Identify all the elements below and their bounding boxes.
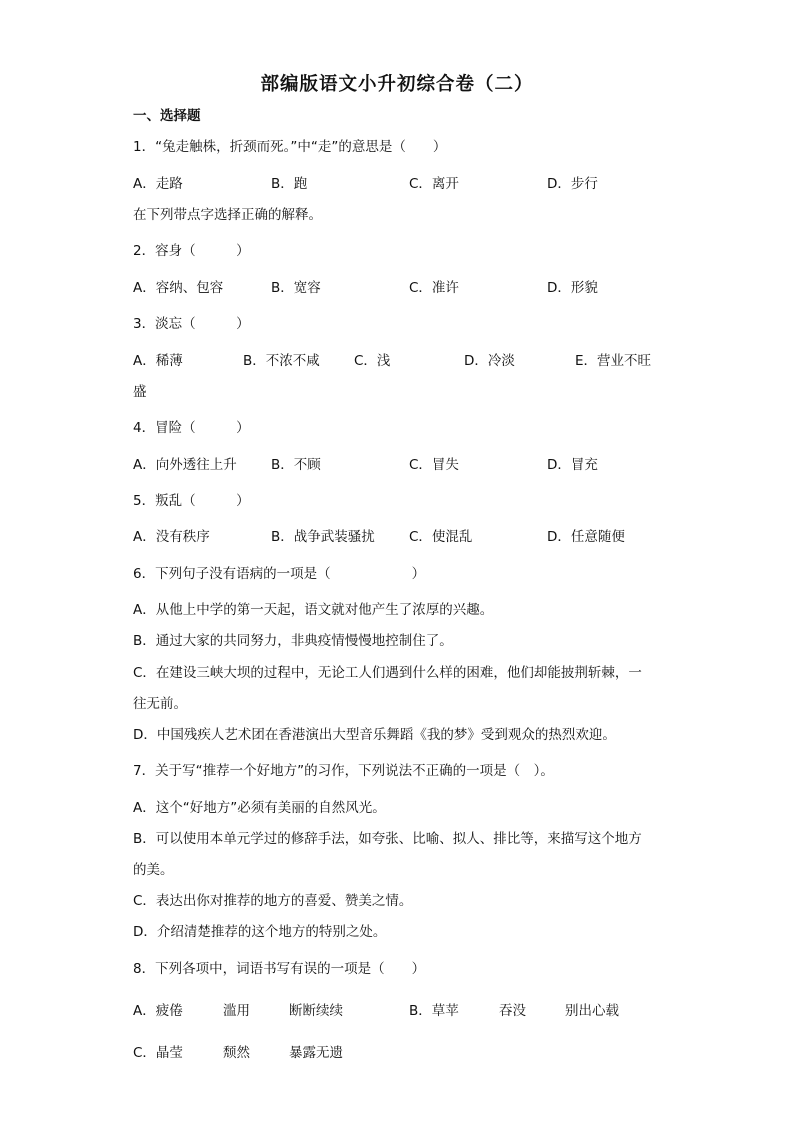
question-3-stem: 3．淡忘（ ）: [133, 316, 250, 332]
option-c[interactable]: C．离开: [409, 176, 459, 192]
question-8-row-ab: [133, 999, 693, 1019]
option-b[interactable]: B．战争武装骚扰: [271, 529, 375, 545]
option-a[interactable]: A．容纳、包容: [133, 280, 224, 296]
option-c-word-3: 暴露无遗: [289, 1045, 343, 1061]
option-b[interactable]: B．不顾: [271, 457, 321, 473]
option-a[interactable]: A．稀薄: [133, 353, 183, 369]
question-3-options: [133, 349, 693, 369]
question-3-option-e-wrap: 盛: [133, 384, 147, 400]
option-b-word-3: 别出心载: [565, 1003, 619, 1019]
question-5-options: [133, 525, 693, 545]
option-a-word-2: 滥用: [223, 1003, 250, 1019]
question-6-stem: 6．下列句子没有语病的一项是（ ）: [133, 566, 426, 582]
option-c[interactable]: C．使混乱: [409, 529, 473, 545]
question-4-stem: 4．冒险（ ）: [133, 420, 250, 436]
option-a[interactable]: A．向外透往上升: [133, 457, 237, 473]
option-d[interactable]: D．冷淡: [464, 353, 515, 369]
option-a-word-3: 断断续续: [289, 1003, 343, 1019]
question-8-stem: 8．下列各项中，词语书写有误的一项是（ ）: [133, 961, 426, 977]
question-1-stem: 1．“兔走触株，折颈而死。”中“走”的意思是（ ）: [133, 139, 447, 155]
question-5-stem: 5．叛乱（ ）: [133, 493, 250, 509]
question-7-option-a[interactable]: A．这个“好地方”必须有美丽的自然风光。: [133, 800, 386, 816]
option-d[interactable]: D．形貌: [547, 280, 598, 296]
page-title: 部编版语文小升初综合卷（二）: [260, 74, 534, 95]
option-e[interactable]: E．营业不旺: [575, 353, 652, 369]
option-b[interactable]: B．跑: [271, 176, 308, 192]
question-2-stem: 2．容身（ ）: [133, 243, 250, 259]
option-b[interactable]: B．草苹: [409, 1003, 459, 1019]
option-b[interactable]: B．不浓不咸: [243, 353, 320, 369]
question-2-options: [133, 276, 693, 296]
question-6-option-d[interactable]: D．中国残疾人艺术团在香港演出大型音乐舞蹈《我的梦》受到观众的热烈欢迎。: [133, 727, 616, 743]
option-a[interactable]: A．疲倦: [133, 1003, 183, 1019]
question-6-option-c[interactable]: C．在建设三峡大坝的过程中，无论工人们遇到什么样的困难，他们却能披荆斩棘，一: [133, 665, 642, 681]
option-a[interactable]: A．没有秩序: [133, 529, 210, 545]
question-1-options: [133, 172, 693, 192]
option-c[interactable]: C．准许: [409, 280, 459, 296]
option-b-word-2: 吞没: [499, 1003, 526, 1019]
option-c[interactable]: C．晶莹: [133, 1045, 183, 1061]
question-8-row-c: [133, 1041, 693, 1061]
section-heading: 一、选择题: [133, 108, 201, 124]
question-6-option-a[interactable]: A．从他上中学的第一天起，语文就对他产生了浓厚的兴趣。: [133, 602, 494, 618]
option-c[interactable]: C．浅: [354, 353, 391, 369]
question-4-options: [133, 453, 693, 473]
question-7-option-d[interactable]: D．介绍清楚推荐的这个地方的特别之处。: [133, 924, 387, 940]
instruction-text: 在下列带点字选择正确的解释。: [133, 207, 322, 223]
option-c-word-2: 颓然: [223, 1045, 250, 1061]
question-7-option-c[interactable]: C．表达出你对推荐的地方的喜爱、赞美之情。: [133, 893, 413, 909]
option-d[interactable]: D．任意随便: [547, 529, 625, 545]
option-d[interactable]: D．步行: [547, 176, 598, 192]
option-a[interactable]: A．走路: [133, 176, 183, 192]
option-c[interactable]: C．冒失: [409, 457, 459, 473]
option-b[interactable]: B．宽容: [271, 280, 321, 296]
question-7-option-b[interactable]: B．可以使用本单元学过的修辞手法，如夸张、比喻、拟人、排比等，来描写这个地方: [133, 831, 642, 847]
question-7-stem: 7．关于写“推荐一个好地方”的习作，下列说法不正确的一项是（ ）。: [133, 763, 554, 779]
question-6-option-b[interactable]: B．通过大家的共同努力，非典疫情慢慢地控制住了。: [133, 633, 453, 649]
option-d[interactable]: D．冒充: [547, 457, 598, 473]
question-7-option-b-wrap: 的美。: [133, 862, 174, 878]
question-6-option-c-wrap: 往无前。: [133, 696, 187, 712]
